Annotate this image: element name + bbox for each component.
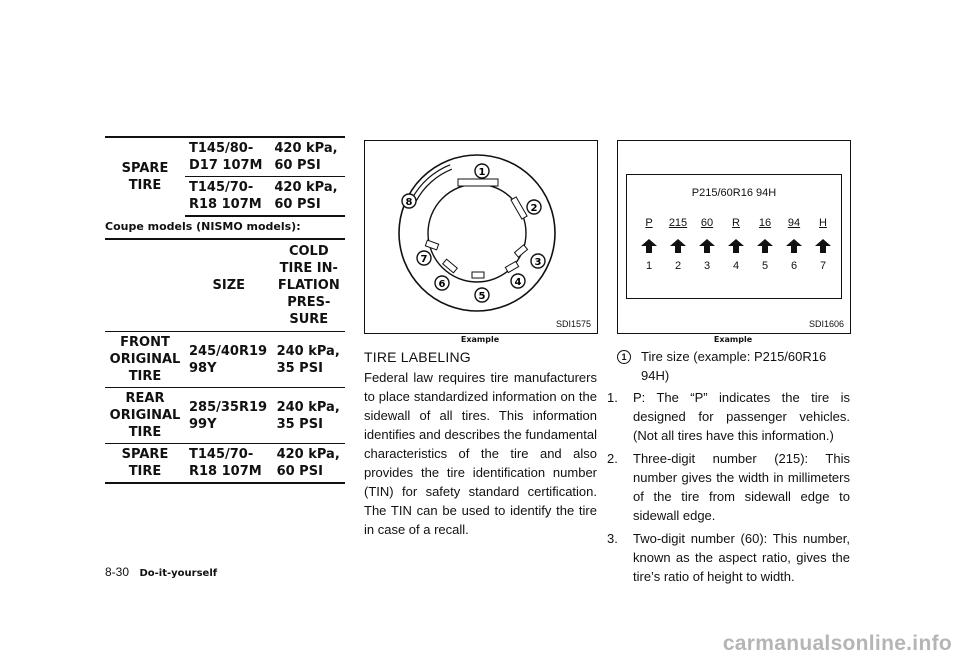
label-box-3 xyxy=(514,245,527,257)
tire-outer-ring xyxy=(399,155,555,311)
callout-7: 7 xyxy=(420,254,428,265)
code-number-3: 3 xyxy=(703,260,711,272)
tire-sidewall-diagram xyxy=(365,141,597,333)
code-3: 60 xyxy=(700,217,714,229)
arrow-up-icon xyxy=(815,239,831,253)
front-tire-pressure: 240 kPa, 35 PSI xyxy=(273,332,345,388)
coupe-spare-label: SPARE TIRE xyxy=(105,444,185,484)
figure-2-caption: Example xyxy=(713,335,753,344)
section-body: Federal law requires tire manufacturers to place standardized information on the sidewall of all tires. This information identifies and describes the fundamental characteristics of the tire and also provides the tire identification number (TIN) for safety standard certification. The TIN can be used to identify the tire in case of a recall. xyxy=(364,370,597,537)
list-item-text: Two-digit number (60): This number, known as the aspect ratio, gives the tire’s ratio of height to width. xyxy=(633,531,850,584)
page-footer xyxy=(105,563,217,581)
callout-6: 6 xyxy=(438,279,446,290)
chapter-title: Do-it-yourself xyxy=(139,568,218,579)
figure-1-id: SDI1575 xyxy=(555,319,591,329)
spare-tire-table xyxy=(105,136,345,217)
label-box-2 xyxy=(511,197,527,219)
list-item-number: 3. xyxy=(607,531,618,546)
code-2: 215 xyxy=(668,217,688,229)
front-tire-label: FRONT ORIGINAL TIRE xyxy=(105,332,185,388)
callout-1-marker: 1 xyxy=(617,350,631,364)
code-number-6: 6 xyxy=(790,260,798,272)
label-box-1 xyxy=(458,179,498,186)
arrow-up-icon xyxy=(757,239,773,253)
arrow-up-icon xyxy=(786,239,802,253)
tire-size-title: P215/60R16 94H xyxy=(691,187,777,199)
coupe-spare-size: T145/70- R18 107M xyxy=(185,444,273,484)
coupe-header-pressure: COLD TIRE IN- FLATION PRES- SURE xyxy=(273,239,345,332)
code-1: P xyxy=(645,217,653,229)
front-tire-size: 245/40R19 98Y xyxy=(185,332,273,388)
callout-8: 8 xyxy=(405,197,413,208)
code-number-1: 1 xyxy=(645,260,653,272)
page-number: 8-30 xyxy=(105,565,130,579)
code-number-4: 4 xyxy=(732,260,740,272)
code-4: R xyxy=(732,217,740,229)
callout-4: 4 xyxy=(514,277,522,288)
spare-tire-label: SPARE TIRE xyxy=(105,137,185,216)
list-item xyxy=(607,529,850,586)
spare-size-2: T145/70- R18 107M xyxy=(185,177,270,217)
tire-size-panel xyxy=(626,174,842,299)
coupe-spare-pressure: 420 kPa, 60 PSI xyxy=(273,444,345,484)
list-item xyxy=(607,449,850,525)
code-number-7: 7 xyxy=(819,260,827,272)
figure-1-caption: Example xyxy=(460,335,500,344)
rear-tire-label: REAR ORIGINAL TIRE xyxy=(105,388,185,444)
callout-5: 5 xyxy=(478,291,486,302)
code-7: H xyxy=(819,217,827,229)
list-item-number: 1. xyxy=(607,390,618,405)
spare-pressure-2: 420 kPa, 60 PSI xyxy=(270,177,345,217)
label-box-4 xyxy=(505,261,518,272)
tire-size-figure xyxy=(617,140,851,334)
section-heading: TIRE LABELING xyxy=(364,349,471,365)
list-item xyxy=(607,388,850,445)
code-number-2: 2 xyxy=(674,260,682,272)
code-6: 94 xyxy=(787,217,801,229)
arrow-up-icon xyxy=(670,239,686,253)
item-tire-size xyxy=(617,347,850,385)
watermark: carmanualsonline.info xyxy=(722,632,952,655)
item-tire-size-text: Tire size (example: P215/60R16 94H) xyxy=(641,349,827,383)
figure-2-id: SDI1606 xyxy=(808,319,844,329)
tire-sidewall-figure xyxy=(364,140,598,334)
coupe-heading: Coupe models (NISMO models): xyxy=(105,220,301,233)
coupe-header-size: SIZE xyxy=(185,239,273,332)
coupe-tire-table xyxy=(105,238,345,484)
list-item-text: P: The “P” indicates the tire is designed for passenger vehicles. (Not all tires have this information.) xyxy=(633,390,850,443)
coupe-header-empty xyxy=(105,239,185,332)
label-box-7 xyxy=(425,240,438,250)
callout-2: 2 xyxy=(530,203,538,214)
spare-size-1: T145/80- D17 107M xyxy=(185,137,270,177)
list-item-number: 2. xyxy=(607,451,618,466)
arrow-up-icon xyxy=(699,239,715,253)
list-item-text: Three-digit number (215): This number gives the width in millimeters of the tire from sidewall edge to sidewall edge. xyxy=(633,451,850,523)
code-5: 16 xyxy=(758,217,772,229)
code-number-5: 5 xyxy=(761,260,769,272)
arrow-up-icon xyxy=(728,239,744,253)
tire-size-list xyxy=(607,388,850,590)
label-box-5 xyxy=(472,272,484,278)
callout-1: 1 xyxy=(478,167,486,178)
spare-pressure-1: 420 kPa, 60 PSI xyxy=(270,137,345,177)
rear-tire-pressure: 240 kPa, 35 PSI xyxy=(273,388,345,444)
callout-3: 3 xyxy=(534,257,542,268)
arrow-up-icon xyxy=(641,239,657,253)
rear-tire-size: 285/35R19 99Y xyxy=(185,388,273,444)
